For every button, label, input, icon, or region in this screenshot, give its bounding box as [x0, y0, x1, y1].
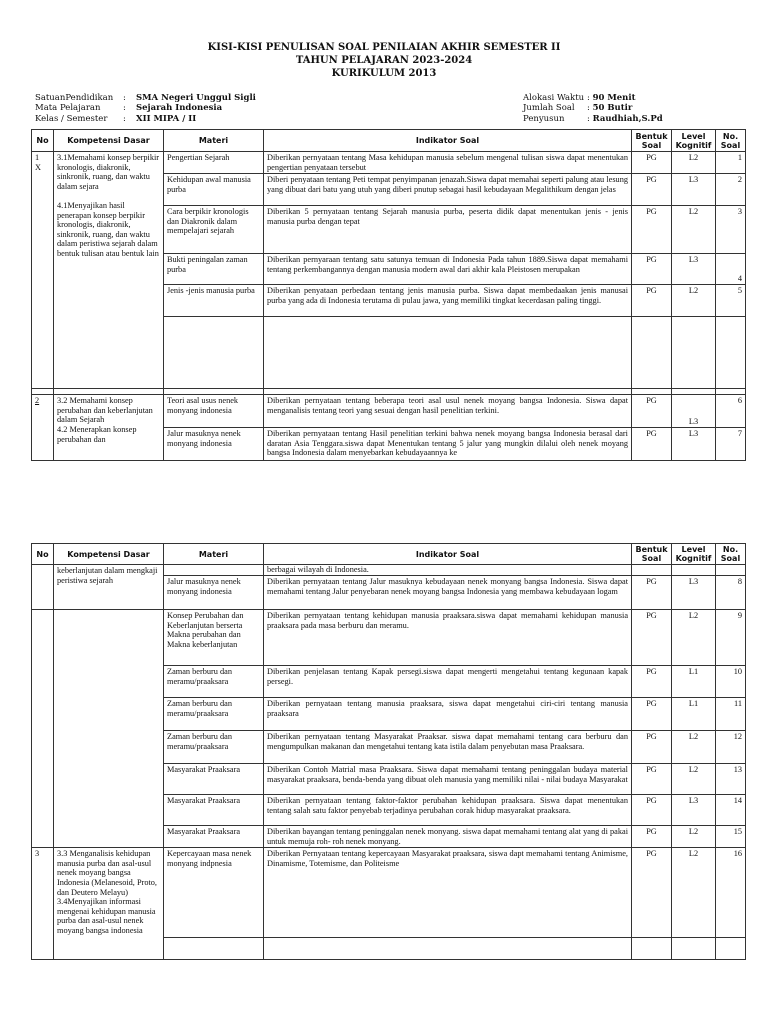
level-cell: L3	[672, 795, 716, 826]
nosoal-cell-empty	[716, 317, 746, 389]
bentuk-cell: PG	[632, 698, 672, 731]
bentuk-cell: PG	[632, 764, 672, 795]
kompetensi-dasar-empty	[54, 610, 164, 848]
level-cell: L2	[672, 152, 716, 174]
bentuk-cell: PG	[632, 795, 672, 826]
materi-cell-empty	[164, 317, 264, 389]
materi-cell: Kehidupan awal manusia purba	[164, 174, 264, 206]
group-no-empty	[32, 610, 54, 848]
nosoal-cell: 1	[716, 152, 746, 174]
bentuk-cell: PG	[632, 152, 672, 174]
nosoal-cell: 10	[716, 666, 746, 698]
nosoal-cell: 11	[716, 698, 746, 731]
indikator-cell: Diberikan pernyataan tentang Jalur masuknya kebudayaan nenek monyang bangsa Indonesia. Siswa dapat memahami tentang Jalur penyebaran nenek moyang bangsa Indonesia yang membawa kebudayaan logam	[264, 576, 632, 610]
document-title-line2: TAHUN PELAJARAN 2023-2024	[295, 55, 473, 66]
level-cell-empty	[672, 317, 716, 389]
level-cell: L1	[672, 698, 716, 731]
kisi-table-2	[31, 543, 746, 960]
bentuk-cell: PG	[632, 285, 672, 317]
bentuk-cell: PG	[632, 848, 672, 938]
bentuk-cell: PG	[632, 666, 672, 698]
kompetensi-dasar: 3.1Memahami konsep berpikir kronologis, diakronik, sinkronik, ruang, dan waktu dalam sejara 4.1Menyajikan hasil penerapan konsep berpikir kronologis, diakronik, sinkronik, ruang, dan waktu dalam peristiwa sejarah dalam bentuk tulisan atau bentuk lain	[54, 152, 164, 389]
nosoal-cell: 15	[716, 826, 746, 848]
bentuk-cell-empty	[632, 317, 672, 389]
meta-mapel: Mata Pelajaran : Sejarah Indonesia	[35, 103, 223, 113]
indikator-cell: Diberikan 5 pernyataan tentang Sejarah manusia purba, peserta didik dapat menentukan jenis - jenis manusia purba dengan tepat	[264, 206, 632, 254]
nosoal-cell: 3	[716, 206, 746, 254]
indikator-cell: Diberikan pernyataan tentang Masa kehidupan manusia sebelum mengenal tulisan siswa dapat menentukan pengertian penyataan tersebut	[264, 152, 632, 174]
level-cell: L3	[672, 174, 716, 206]
indikator-cell: Diberikan pernyataan tentang Hasil penelitian terkini bahwa nenek moyang bangsa Indonesia berasal dari daratan Asia Tenggara.siswa dapat Menentukan tentang 5 jalur yang mungkin dilalui oleh nenek moyang bangsa Indonesia dalam menyebarkan kebudayaannya ke	[264, 428, 632, 461]
col-header-kd: Kompetensi Dasar	[54, 544, 164, 565]
indikator-cell: Diberikan pernyataan tentang faktor-faktor perubahan kehidupan praaksara. Siswa dapat menentukan tentang salah satu faktor penyebab terjadinya perubahan corak hidup masyarakat praaksara.	[264, 795, 632, 826]
col-header-no: No	[32, 130, 54, 152]
col-header-no: No	[32, 544, 54, 565]
bentuk-cell: PG	[632, 826, 672, 848]
nosoal-cell-empty	[716, 938, 746, 960]
level-cell: L3	[672, 428, 716, 461]
col-header-indikator: Indikator Soal	[264, 130, 632, 152]
nosoal-cell: 2	[716, 174, 746, 206]
col-header-indikator: Indikator Soal	[264, 544, 632, 565]
bentuk-cell	[632, 565, 672, 576]
col-header-level: Level Kognitif	[672, 544, 716, 565]
materi-cell	[164, 565, 264, 576]
group-no: 1 X	[32, 152, 54, 389]
table-header-row	[32, 130, 746, 152]
level-cell: L2	[672, 285, 716, 317]
col-header-bentuk: Bentuk Soal	[632, 544, 672, 565]
level-cell: L2	[672, 764, 716, 795]
level-cell: L1	[672, 666, 716, 698]
nosoal-cell: 5	[716, 285, 746, 317]
indikator-cell-empty	[264, 317, 632, 389]
level-cell: L2	[672, 610, 716, 666]
indikator-cell: Diberikan Contoh Matrial masa Praaksara. Siswa dapat memahami tentang peninggalan budaya material masyarakat praaksara, benda-benda yang dibuat oleh manusia yang memiliki nilai - nilai budaya Masyarakat	[264, 764, 632, 795]
col-header-nosoal: No. Soal	[716, 544, 746, 565]
bentuk-cell: PG	[632, 174, 672, 206]
meta-satuan: SatuanPendidikan : SMA Negeri Unggul Sigli	[35, 93, 256, 103]
indikator-cell: Diberi penyataan tentang Peti tempat penyimpanan jenazah.Siswa dapat memahai seperti palung atau lesung yang dibuat dari batu yang utuh yang diberi pnutup sebagai hasil kebudayaan Megalithikum dengan jelas	[264, 174, 632, 206]
materi-cell-empty	[164, 938, 264, 960]
level-cell: L2	[672, 206, 716, 254]
indikator-cell: Diberikan pernyataan tentang kehidupan manusia praaksara.siswa dapat memahami kehidupan manusia praaksara pada masa berburu dan meramu.	[264, 610, 632, 666]
nosoal-cell: 12	[716, 731, 746, 764]
level-cell	[672, 565, 716, 576]
materi-cell: Teori asal usus nenek monyang indonesia	[164, 395, 264, 428]
level-cell: L3	[672, 576, 716, 610]
col-header-nosoal: No. Soal	[716, 130, 746, 152]
table-row	[32, 610, 746, 666]
group-no-empty	[32, 565, 54, 610]
bentuk-cell: PG	[632, 395, 672, 428]
indikator-cell: Diberikan pernyataan tentang beberapa teori asal usul nenek moyang bangsa Indonesia. Siswa dapat menganalisis tentang teori yang sesuai dengan hasil penelitian terkini.	[264, 395, 632, 428]
kompetensi-dasar: keberlanjutan dalam mengkaji peristiwa sejarah	[54, 565, 164, 610]
bentuk-cell: PG	[632, 206, 672, 254]
col-header-bentuk: Bentuk Soal	[632, 130, 672, 152]
col-header-materi: Materi	[164, 544, 264, 565]
indikator-cell-empty	[264, 938, 632, 960]
materi-cell: Cara berpikir kronologis dan Diakronik dalam mempelajari sejarah	[164, 206, 264, 254]
materi-cell: Zaman berburu dan meramu/praaksara	[164, 698, 264, 731]
level-cell: L2	[672, 826, 716, 848]
materi-cell: Zaman berburu dan meramu/praaksara	[164, 731, 264, 764]
indikator-cell: Diberikan penjelasan tentang Kapak persegi.siswa dapat mengerti mengetahui tentang kegunaan kapak persegi.	[264, 666, 632, 698]
level-cell: L2	[672, 731, 716, 764]
meta-jumlah: Jumlah Soal : 50 Butir	[523, 103, 633, 113]
nosoal-cell: 16	[716, 848, 746, 938]
meta-penyusun: Penyusun : Raudhiah,S.Pd	[523, 114, 663, 124]
materi-cell: Pengertian Sejarah	[164, 152, 264, 174]
materi-cell: Kepercayaan masa nenek monyang indpnesia	[164, 848, 264, 938]
group-no: 2	[32, 395, 54, 461]
bentuk-cell-empty	[632, 938, 672, 960]
materi-cell: Jalur masuknya nenek monyang indonesia	[164, 576, 264, 610]
indikator-cell: Diberikan Pernyataan tentang kepercayaan Masyarakat praaksara, siswa dapt memahami tentang Animisme, Dinamisme, Totemisme, dan Politeisme	[264, 848, 632, 938]
col-header-level: Level Kognitif	[672, 130, 716, 152]
indikator-cell: Diberikan bayangan tentang peninggalan nenek monyang. siswa dapat memahami tentang alat yang di pakai untuk memuja roh- roh nenek monyang.	[264, 826, 632, 848]
level-cell: L2	[672, 848, 716, 938]
nosoal-cell: 9	[716, 610, 746, 666]
nosoal-cell: 6	[716, 395, 746, 428]
nosoal-cell: 4	[716, 254, 746, 285]
indikator-cell: Diberikan pernyataan tentang manusia praaksara, siswa dapat mengetahui ciri-ciri tentang manusia praaksara	[264, 698, 632, 731]
nosoal-cell	[716, 565, 746, 576]
bentuk-cell: PG	[632, 254, 672, 285]
document-title-line1: KISI-KISI PENULISAN SOAL PENILAIAN AKHIR SEMESTER II	[207, 42, 561, 53]
table-header-row	[32, 544, 746, 565]
kompetensi-dasar: 3.2 Memahami konsep perubahan dan keberlanjutan dalam Sejarah 4.2 Menerapkan konsep perubahan dan	[54, 395, 164, 461]
materi-cell: Konsep Perubahan dan Keberlanjutan berserta Makna perubahan dan Makna keberlanjutan	[164, 610, 264, 666]
materi-cell: Zaman berburu dan meramu/praaksara	[164, 666, 264, 698]
table-row	[32, 152, 746, 174]
table-row	[32, 848, 746, 938]
nosoal-cell: 13	[716, 764, 746, 795]
level-cell-empty	[672, 938, 716, 960]
col-header-materi: Materi	[164, 130, 264, 152]
document-title-line3: KURIKULUM 2013	[331, 68, 437, 79]
indikator-cell: berbagai wilayah di Indonesia.	[264, 565, 632, 576]
nosoal-cell: 7	[716, 428, 746, 461]
indikator-cell: Diberikan pernyataan tentang Masyarakat Praaksar. siswa dapat memahami tentang cara berburu dan mengumpulkan makanan dan mengetahui tentang kata istila dalam penyebutan masa Praaksara.	[264, 731, 632, 764]
indikator-cell: Diberikan pernyaraan tentang satu satunya temuan di Indonesia Pada tahun 1889.Siswa dapat memahami tentang perkembangannya dengan manusia modern awal dari akhir kala Pleistosen merupakan	[264, 254, 632, 285]
meta-kelas: Kelas / Semester : XII MIPA / II	[35, 114, 197, 124]
nosoal-cell: 14	[716, 795, 746, 826]
bentuk-cell: PG	[632, 731, 672, 764]
materi-cell: Masyarakat Praaksara	[164, 764, 264, 795]
kisi-table-1	[31, 129, 746, 461]
materi-cell: Jenis -jenis manusia purba	[164, 285, 264, 317]
kompetensi-dasar: 3.3 Menganalisis kehidupan manusia purba dan asal-usul nenek moyang bangsa Indonesia (Melanesoid, Proto, dan Deutero Melayu) 3.4Menyajikan informasi mengenai kehidupan manusia purba dan asal-usul nenek moyang bangsa indonesia	[54, 848, 164, 960]
bentuk-cell: PG	[632, 576, 672, 610]
level-cell: L3	[672, 395, 716, 428]
group-no: 3	[32, 848, 54, 960]
col-header-kd: Kompetensi Dasar	[54, 130, 164, 152]
meta-alokasi: Alokasi Waktu : 90 Menit	[523, 93, 636, 103]
table-row	[32, 565, 746, 576]
materi-cell: Masyarakat Praaksara	[164, 795, 264, 826]
table-row	[32, 395, 746, 428]
bentuk-cell: PG	[632, 428, 672, 461]
materi-cell: Bukti peningalan zaman purba	[164, 254, 264, 285]
nosoal-cell: 8	[716, 576, 746, 610]
bentuk-cell: PG	[632, 610, 672, 666]
indikator-cell: Diberikan penyataan perbedaan tentang jenis manusia purba. Siswa dapat membedaakan jenis manusai purba yang ada di Indonesia terutama di pulau jawa, yang memiliki tingkat kecerdasan paling tinggi.	[264, 285, 632, 317]
materi-cell: Masyarakat Praaksara	[164, 826, 264, 848]
materi-cell: Jalur masuknya nenek monyang indonesia	[164, 428, 264, 461]
level-cell: L3	[672, 254, 716, 285]
